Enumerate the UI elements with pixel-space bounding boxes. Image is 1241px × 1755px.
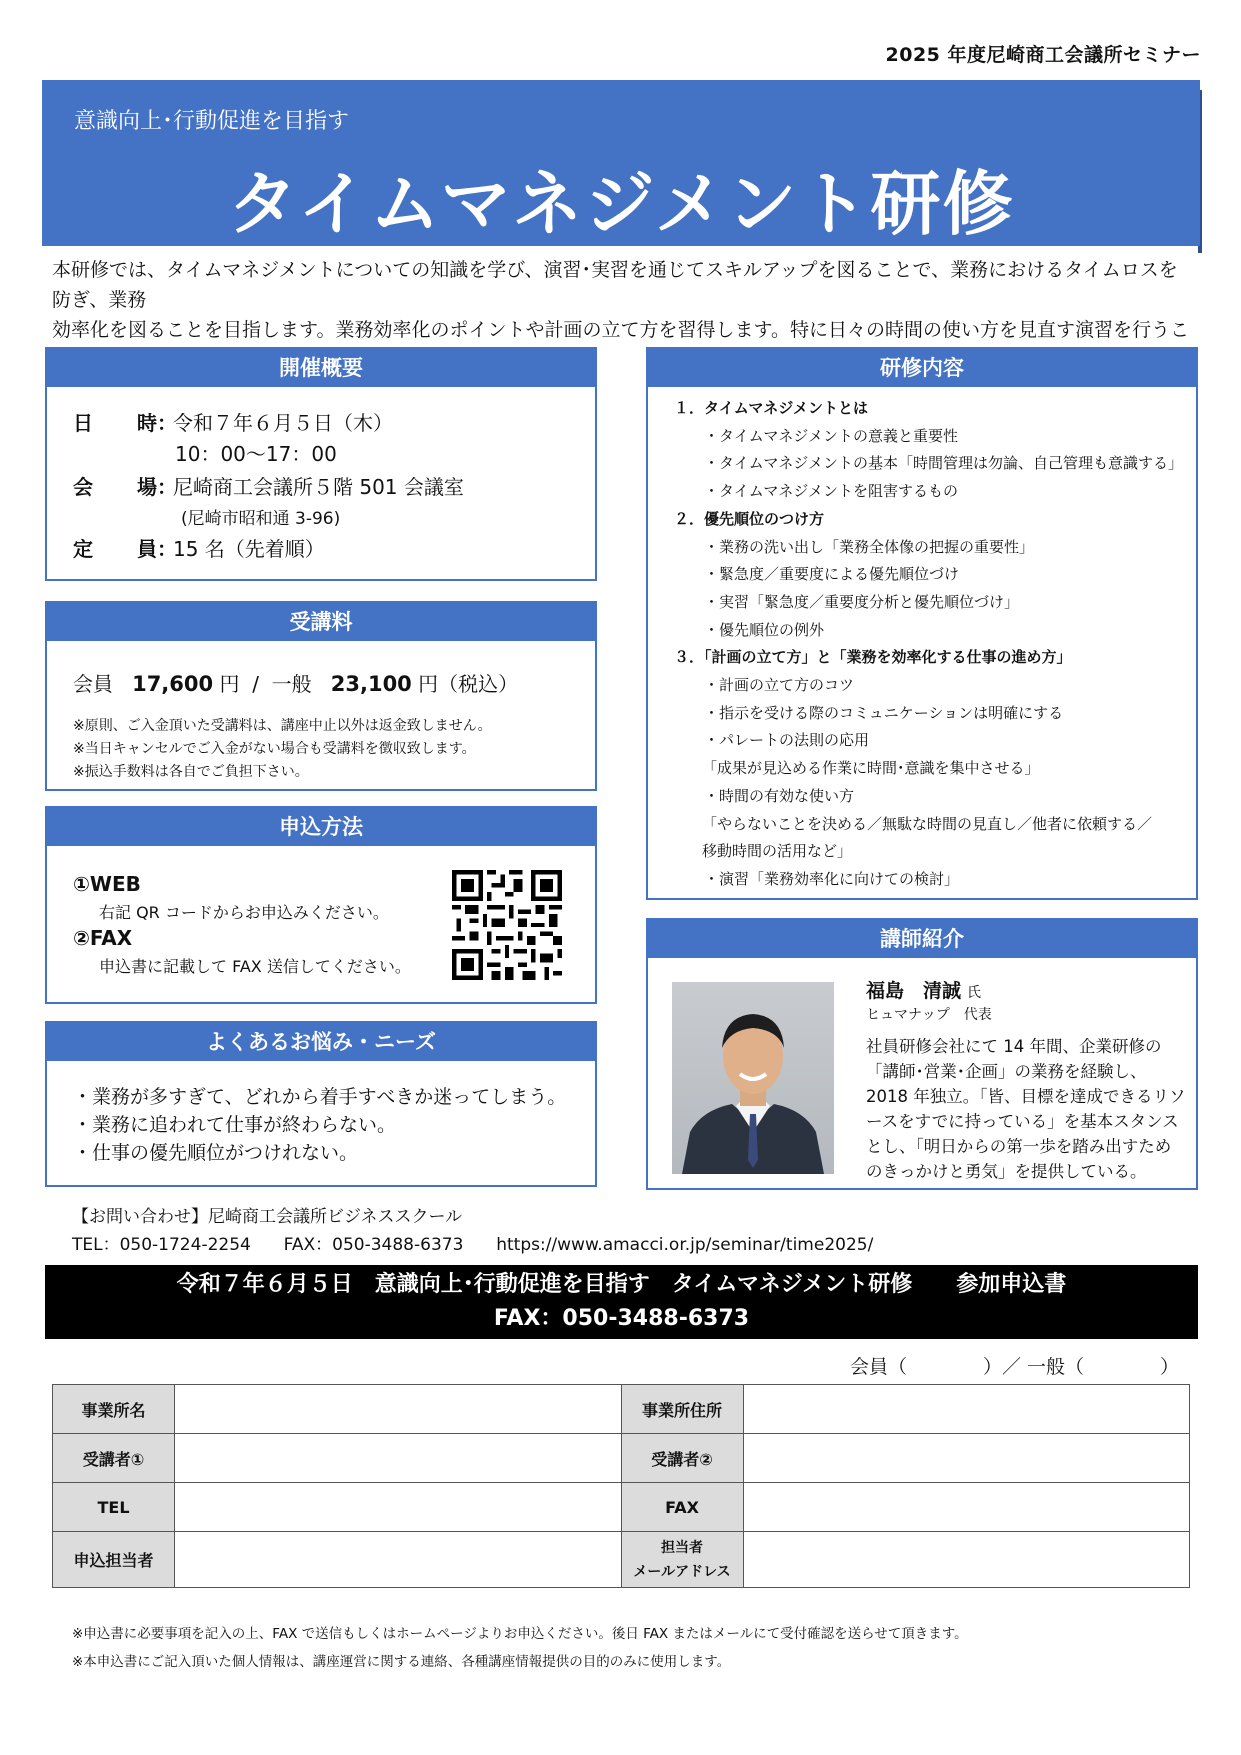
intro-line: 本研修では、タイムマネジメントについての知識を学び、演習･実習を通じてスキルアップを図ることで、業務におけるタイムロスを防ぎ、業務 (52, 259, 1178, 311)
company-field[interactable] (175, 1385, 622, 1434)
fee-heading: 受講料 (47, 603, 595, 641)
applicant-field[interactable] (175, 1532, 622, 1588)
list-item: ・タイムマネジメントの基本「時間管理は勿論、自己管理も意識する」 (704, 454, 1183, 473)
table-row (53, 1434, 1190, 1483)
content-heading: 研修内容 (648, 349, 1196, 387)
contact-tel: TEL：050-1724-2254 (72, 1235, 251, 1255)
contact-info (72, 1203, 873, 1259)
apply-box (45, 806, 597, 1004)
overview-box (45, 347, 597, 581)
tel-field[interactable] (175, 1483, 622, 1532)
date-label: 日 時： (73, 411, 177, 435)
fax-title: ②FAX (73, 926, 133, 950)
member-price: 17,600 (132, 672, 214, 696)
applicant-label: 申込担当者 (53, 1532, 175, 1588)
contact-fax: FAX：050-3488-6373 (283, 1235, 464, 1255)
list-item: ・指示を受ける際のコミュニケーションは明確にする (704, 703, 1064, 722)
list-item: ・演習「業務効率化に向けての検討」 (704, 869, 960, 888)
list-item: ・パレートの法則の応用 (704, 731, 870, 750)
fax-field[interactable] (743, 1483, 1190, 1532)
list-item: ・業務の洗い出し「業務全体像の把握の重要性」 (704, 537, 1035, 556)
content-box (646, 347, 1198, 900)
venue-label: 会 場： (73, 475, 177, 499)
fax-label: FAX (621, 1483, 743, 1532)
address-field[interactable] (743, 1385, 1190, 1434)
attendee1-label: 受講者① (53, 1434, 175, 1483)
venue-row (73, 471, 464, 500)
hero-subtitle: 意識向上･行動促進を目指す (74, 109, 350, 134)
footnote: ※本申込書にご記入頂いた個人情報は、講座運営に関する連絡、各種講座情報提供の目的のみに使用します。 (72, 1654, 731, 1670)
address-label: 事業所住所 (621, 1385, 743, 1434)
lecturer-bio: 社員研修会社にて 14 年間、企業研修の「講師･営業･企画」の業務を経験し、2018 年独立。「皆、目標を達成できるリソースをすでに持っている」を基本スタンスとし、「明日からの第一歩を踏み出すためのきっかけと勇気」を提供している。 (866, 1037, 1186, 1181)
form-fax-number: FAX：050-3488-6373 (493, 1306, 750, 1331)
intro-line: 効率化を図ることを目指します。業務効率化のポイントや計画の立て方を習得します。特に日々の時間の使い方を見直す演習を行うこ (52, 319, 1189, 341)
list-item: 「やらないことを決める／無駄な時間の見直し／他者に依頼する／ (702, 814, 1153, 833)
fee-notes: ※原則、ご入金頂いた受講料は、講座中止以外は返金致しません。 ※当日キャンセルでご入金がない場合も受講料を徴収致します。 ※振込手数料は各自でご負担下さい。 (73, 718, 492, 780)
form-header (45, 1265, 1198, 1339)
footnotes (72, 1620, 968, 1676)
email-label: 担当者 メールアドレス (621, 1532, 743, 1588)
list-item: ・業務に追われて仕事が終わらない。 (73, 1114, 397, 1136)
fax-desc: 申込書に記載して FAX 送信してください。 (99, 957, 411, 976)
web-title: ①WEB (73, 872, 141, 896)
list-item: ・実習「緊急度／重要度分析と優先順位づけ」 (704, 592, 1020, 611)
form-title: 令和７年６月５日 意識向上･行動促進を目指す タイムマネジメント研修 参加申込書 (176, 1272, 1067, 1297)
apply-heading: 申込方法 (47, 808, 595, 846)
fee-prices: 会員 17,600 円 / 一般 23,100 円（税込） (73, 672, 519, 696)
list-item: ・仕事の優先順位がつけれない。 (73, 1142, 359, 1164)
person-icon (672, 982, 834, 1174)
list-item: ・緊急度／重要度による優先順位づけ (704, 565, 960, 584)
general-price: 23,100 (330, 672, 412, 696)
company-label: 事業所名 (53, 1385, 175, 1434)
date-value: 令和７年６月５日（木） (173, 411, 393, 435)
list-item: ・タイムマネジメントの意義と重要性 (704, 426, 958, 445)
attendee1-field[interactable] (175, 1434, 622, 1483)
list-item: ・タイムマネジメントを阻害するもの (704, 482, 958, 501)
table-row (53, 1532, 1190, 1588)
faq-heading: よくあるお悩み・ニーズ (47, 1023, 595, 1061)
lecturer-box (646, 918, 1198, 1190)
capacity-label: 定 員： (73, 537, 177, 561)
qr-code-icon[interactable] (452, 870, 562, 980)
tel-label: TEL (53, 1483, 175, 1532)
email-field[interactable] (743, 1532, 1190, 1588)
list-item: 移動時間の活用など」 (702, 842, 853, 861)
lecturer-photo (672, 982, 834, 1174)
attendee2-label: 受講者② (621, 1434, 743, 1483)
application-form-table (52, 1384, 1190, 1588)
fee-box (45, 601, 597, 791)
hero-title: タイムマネジメント研修 (227, 163, 1015, 245)
seminar-year-label: 2025 年度尼崎商工会議所セミナー (885, 44, 1201, 66)
faq-box (45, 1021, 597, 1187)
venue-address: (尼崎市昭和通 3-96) (181, 509, 341, 529)
web-desc: 右記 QR コードからお申込みください。 (99, 903, 389, 922)
capacity-row (73, 533, 325, 562)
footnote: ※申込書に必要事項を記入の上、FAX で送信もしくはホームページよりお申込ください。後日 FAX またはメールにて受付確認を送らせて頂きます。 (72, 1626, 968, 1642)
capacity-value: 15 名（先着順） (173, 537, 325, 561)
faq-items (73, 1083, 566, 1167)
section-title: ２．優先順位のつけ方 (674, 509, 825, 528)
list-item: 「成果が見込める作業に時間･意識を集中させる」 (702, 759, 1040, 778)
lecturer-role: ヒュマナップ 代表 (866, 1007, 992, 1023)
content-list (674, 395, 1183, 894)
contact-url-link[interactable]: https://www.amacci.or.jp/seminar/time2025/ (496, 1235, 874, 1255)
list-item: ・時間の有効な使い方 (704, 786, 855, 805)
venue-value: 尼崎商工会議所５階 501 会議室 (173, 475, 464, 499)
lecturer-heading: 講師紹介 (648, 920, 1196, 958)
section-title: ３．「計画の立て方」と「業務を効率化する仕事の進め方」 (674, 648, 1072, 667)
list-item: ・業務が多すぎて、どれから着手すべきか迷ってしまう。 (73, 1086, 567, 1108)
member-choice[interactable]: 会員（ ）／ 一般（ ） (850, 1356, 1180, 1378)
lecturer-name: 福島 清誠 氏 (866, 980, 982, 1002)
list-item: ・計画の立て方のコツ (704, 676, 855, 695)
hero-banner (42, 80, 1200, 246)
list-item: ・優先順位の例外 (704, 620, 825, 639)
attendee2-field[interactable] (743, 1434, 1190, 1483)
table-row (53, 1385, 1190, 1434)
time-value: 10：00〜17：00 (175, 442, 337, 466)
section-title: １．タイムマネジメントとは (674, 399, 868, 417)
contact-title: 【お問い合わせ】尼崎商工会議所ビジネススクール (72, 1207, 463, 1227)
table-row (53, 1483, 1190, 1532)
overview-heading: 開催概要 (47, 349, 595, 387)
date-row (73, 407, 393, 436)
